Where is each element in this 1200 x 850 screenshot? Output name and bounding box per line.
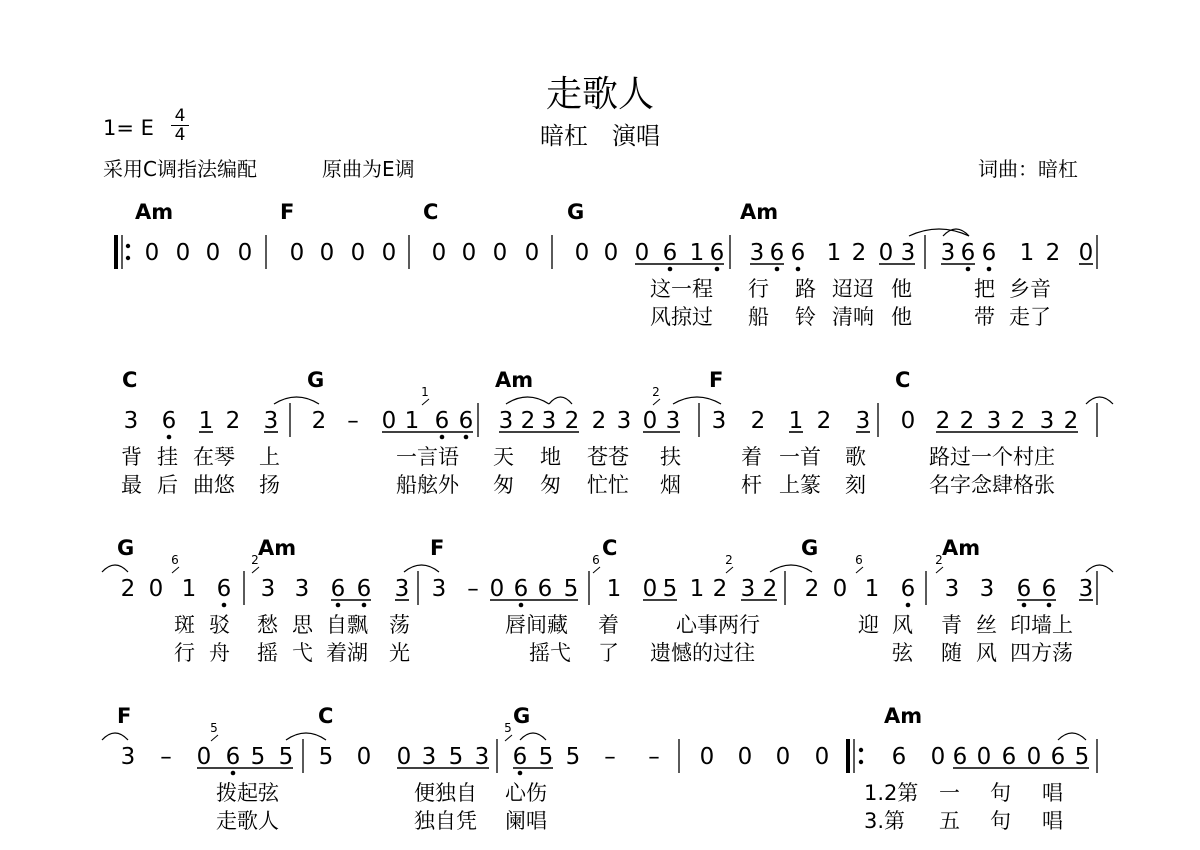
jianpu-note: 3 [711,408,727,434]
grace-note: 5 [210,721,218,735]
jianpu-note: 3 [421,744,437,770]
jianpu-note: 6 [1050,744,1066,770]
lyric-verse-1: 荡 [389,613,410,637]
jianpu-note: 2 [712,576,728,602]
low-octave-dot [167,435,172,440]
jianpu-note: 0 [603,240,619,266]
jianpu-note: 6 [225,744,241,770]
jianpu-note: 3 [740,576,756,602]
repeat-dot [859,748,863,752]
slur-tie [1086,565,1113,572]
grace-slash [856,567,863,573]
jianpu-note: 6 [891,744,907,770]
original-key-note: 原曲为E调 [322,157,415,181]
jianpu-note: 3 [616,408,632,434]
lyric-verse-2: 遗憾的过往 [650,641,755,665]
jianpu-note: 2 [750,408,766,434]
lyric-verse-1: 风 [892,613,913,637]
lyric-verse-2: 独自凭 [414,809,477,833]
lyric-verse-2: 摇 [257,641,278,665]
jianpu-note: 1 [1019,240,1035,266]
jianpu-note: – [467,576,479,602]
jianpu-note: 0 [356,744,372,770]
chord-symbol: G [801,536,819,560]
jianpu-note: 6 [513,576,529,602]
key-signature: 1= E [103,116,154,140]
chord-symbol: C [602,536,618,560]
jianpu-note: – [347,408,359,434]
repeat-dot [859,760,863,764]
slur-tie [1086,397,1113,404]
jianpu-note: 1 [181,576,197,602]
grace-slash [422,399,429,405]
jianpu-note: 3 [900,240,916,266]
grace-slash [172,567,179,573]
jianpu-note: 3 [123,408,139,434]
low-octave-dot [715,267,720,272]
lyric-verse-2: 阑唱 [505,809,547,833]
jianpu-note: 5 [1074,744,1090,770]
jianpu-note: 0 [492,240,508,266]
chord-symbol: C [318,704,334,728]
jianpu-note: 3 [120,744,136,770]
lyric-verse-1: 他 [891,277,912,301]
lyric-verse-1: 驳 [209,613,230,637]
grace-slash [252,567,259,573]
lyric-verse-1: 愁 [257,613,278,637]
lyric-verse-1: 把 [974,277,995,301]
lyric-verse-2: 唱 [1042,809,1063,833]
jianpu-note: 6 [900,576,916,602]
chord-symbol: Am [495,368,534,392]
jianpu-note: 0 [350,240,366,266]
jianpu-note: 5 [565,744,581,770]
song-title: 走歌人 [545,74,654,115]
jianpu-note: 0 [461,240,477,266]
lyric-verse-2: 光 [389,641,410,665]
chord-symbol: Am [740,200,779,224]
grace-note: 2 [652,385,660,399]
jianpu-note: 5 [250,744,266,770]
lyric-verse-1: 乡音 [1009,277,1051,301]
lyric-verse-1: 扶 [660,445,681,469]
jianpu-note: 2 [1045,240,1061,266]
slur-tie [520,733,546,740]
chord-symbol: G [307,368,325,392]
jianpu-note: 5 [318,744,334,770]
jianpu-note: 5 [448,744,464,770]
jianpu-note: 6 [356,576,372,602]
jianpu-note: 2 [804,576,820,602]
chord-symbol: Am [258,536,297,560]
jianpu-note: 0 [737,744,753,770]
jianpu-note: 6 [512,744,528,770]
slur-tie [286,733,326,740]
jianpu-note: 6 [952,744,968,770]
lyric-verse-2: 摇弋 [529,641,571,665]
jianpu-note: 1 [826,240,842,266]
lyric-verse-1: 斑 [174,613,195,637]
lyric-verse-2: 匆 [493,473,514,497]
jianpu-note: 0 [396,744,412,770]
chord-symbol: F [430,536,445,560]
time-signature-denominator: 4 [174,125,186,145]
jianpu-note: 6 [981,240,997,266]
grace-slash [653,399,660,405]
jianpu-note: 6 [769,240,785,266]
lyric-verse-1: 这一程 [650,277,713,301]
grace-slash [936,567,943,573]
lyric-verse-1: 心伤 [505,781,547,805]
lyric-verse-1: 迎 [858,613,879,637]
lyric-verse-2: 风 [976,641,997,665]
lyricist-composer-credit: 词曲：暗杠 [978,157,1078,181]
lyric-verse-2: 句 [990,809,1011,833]
low-octave-dot [906,603,911,608]
low-octave-dot [518,771,523,776]
jianpu-note: 2 [1063,408,1079,434]
jianpu-note: 2 [564,408,580,434]
lyric-verse-2: 船舷外 [396,473,459,497]
jianpu-note: 0 [699,744,715,770]
lyric-verse-1: 丝 [976,613,997,637]
jianpu-note: 5 [278,744,294,770]
grace-note: 6 [592,553,600,567]
slur-tie [404,565,439,572]
jianpu-note: 1 [689,240,705,266]
jianpu-note: 3 [855,408,871,434]
grace-slash [211,735,218,741]
low-octave-dot [519,603,524,608]
jianpu-note: 3 [431,576,447,602]
lyric-verse-2: 上篆 [779,473,821,497]
lyric-verse-1: 自飘 [326,613,368,637]
jianpu-note: 0 [237,240,253,266]
jianpu-note: 3 [665,408,681,434]
lyric-verse-2: 了 [598,641,619,665]
jianpu-note: 1 [788,408,804,434]
low-octave-dot [1047,603,1052,608]
jianpu-note: 0 [642,576,658,602]
lyric-verse-2: 五 [939,809,960,833]
jianpu-note: 2 [851,240,867,266]
jianpu-note: 0 [574,240,590,266]
jianpu-note: 3 [394,576,410,602]
jianpu-note: 0 [148,576,164,602]
jianpu-note: 3 [263,408,279,434]
jianpu-note: 0 [489,576,505,602]
lyric-verse-1: 一言语 [396,445,459,469]
chord-symbol: Am [884,704,923,728]
grace-note: 1 [421,385,429,399]
time-signature-numerator: 4 [174,106,186,126]
jianpu-note: 1 [606,576,622,602]
chord-symbol: F [117,704,132,728]
lyric-verse-2: 后 [157,473,178,497]
jianpu-note: 3 [294,576,310,602]
lyric-verse-2: 舟 [209,641,230,665]
lyric-verse-2: 扬 [259,473,280,497]
jianpu-note: 6 [330,576,346,602]
grace-slash [726,567,733,573]
lyric-verse-1: 句 [990,781,1011,805]
jianpu-note: 2 [520,408,536,434]
jianpu-note: 2 [959,408,975,434]
slur-tie [1058,733,1086,740]
grace-note: 5 [504,721,512,735]
slur-tie [274,397,319,404]
slur-tie [102,733,128,740]
low-octave-dot [1022,603,1027,608]
chord-symbol: Am [942,536,981,560]
jianpu-note: 6 [709,240,725,266]
jianpu-note: 0 [832,576,848,602]
lyric-verse-1: 1.2第 [864,781,919,805]
low-octave-dot [775,267,780,272]
jianpu-note: 2 [935,408,951,434]
chord-symbol: Am [135,200,174,224]
low-octave-dot [796,267,801,272]
jianpu-note: 6 [161,408,177,434]
jianpu-note: 6 [1041,576,1057,602]
jianpu-note: 3 [749,240,765,266]
jianpu-note: 6 [1001,744,1017,770]
jianpu-note: 6 [537,576,553,602]
slur-tie [673,397,721,404]
slur-tie [506,397,549,404]
jianpu-note: 2 [120,576,136,602]
grace-slash [593,567,600,573]
lyric-verse-1: 思 [292,613,313,637]
chord-symbol: G [513,704,531,728]
lyric-verse-1: 背 [121,445,142,469]
jianpu-note: 3 [260,576,276,602]
jianpu-note: 0 [175,240,191,266]
jianpu-note: 0 [1078,240,1094,266]
chord-symbol: C [423,200,439,224]
jianpu-note: 3 [474,744,490,770]
jianpu-note: 6 [216,576,232,602]
arrangement-note: 采用C调指法编配 [103,157,257,181]
lyric-verse-2: 船 [748,305,769,329]
lyric-verse-1: 唱 [1042,781,1063,805]
jianpu-note: 2 [591,408,607,434]
grace-slash [505,735,512,741]
jianpu-note: 6 [960,240,976,266]
lyric-verse-2: 曲悠 [193,473,235,497]
jianpu-note: 2 [1010,408,1026,434]
jianpu-note: 6 [1016,576,1032,602]
lyric-verse-1: 青 [941,613,962,637]
jianpu-note: 1 [198,408,214,434]
lyric-verse-1: 上 [259,445,280,469]
grace-note: 6 [171,553,179,567]
jianpu-note: 0 [524,240,540,266]
lyric-verse-1: 印墙上 [1010,613,1073,637]
lyric-verse-1: 在琴 [193,445,235,469]
repeat-dot [126,256,130,260]
jianpu-note: 0 [878,240,894,266]
lyric-verse-2: 刻 [845,473,866,497]
lyric-verse-2: 弋 [292,641,313,665]
lyric-verse-1: 苍苍 [587,445,629,469]
chord-symbol: F [709,368,724,392]
chord-symbol: F [280,200,295,224]
jianpu-note: 2 [762,576,778,602]
jianpu-note: 3 [979,576,995,602]
jianpu-note: 5 [563,576,579,602]
slur-tie [549,397,572,404]
lyric-verse-2: 烟 [660,473,681,497]
lyric-verse-2: 弦 [892,641,913,665]
jianpu-note: 0 [319,240,335,266]
chord-symbol: C [122,368,138,392]
jianpu-note: 0 [381,240,397,266]
grace-note: 2 [251,553,259,567]
jianpu-note: 3 [1039,408,1055,434]
jianpu-note: 6 [434,408,450,434]
jianpu-note: 2 [816,408,832,434]
slur-tie [770,565,812,572]
lyric-verse-1: 挂 [157,445,178,469]
singer-credit: 暗杠 演唱 [540,122,660,150]
grace-note: 2 [935,553,943,567]
lyric-verse-2: 四方荡 [1010,641,1073,665]
lyric-verse-2: 杆 [741,473,762,497]
lyric-verse-1: 便独自 [414,781,477,805]
lyric-verse-2: 清响 [832,305,874,329]
lyric-verse-2: 着湖 [326,641,368,665]
lyric-verse-2: 最 [121,473,142,497]
jianpu-note: – [160,744,172,770]
lyric-verse-1: 拨起弦 [216,781,279,805]
lyric-verse-2: 走歌人 [216,809,279,833]
lyric-verse-1: 一 [939,781,960,805]
lyric-verse-1: 地 [540,445,561,469]
low-octave-dot [362,603,367,608]
lyric-verse-2: 带 [974,305,995,329]
low-octave-dot [464,435,469,440]
lyric-verse-2: 忙忙 [587,473,629,497]
jianpu-note: 0 [976,744,992,770]
lyric-verse-2: 他 [891,305,912,329]
lyric-verse-1: 迢迢 [832,277,874,301]
jianpu-note: 0 [196,744,212,770]
jianpu-note: 0 [1026,744,1042,770]
jianpu-note: 1 [689,576,705,602]
jianpu-note: 1 [864,576,880,602]
lyric-verse-1: 路 [795,277,816,301]
chord-symbol: G [117,536,135,560]
jianpu-note: 0 [930,744,946,770]
jianpu-note: 6 [790,240,806,266]
lyric-verse-1: 唇间藏 [505,613,568,637]
jianpu-note: 3 [940,240,956,266]
jianpu-note: 2 [225,408,241,434]
jianpu-note: 1 [404,408,420,434]
jianpu-note: 0 [381,408,397,434]
lyric-verse-1: 路过一个村庄 [929,445,1055,469]
jianpu-note: 0 [775,744,791,770]
lyric-verse-1: 一首 [779,445,821,469]
jianpu-note: 3 [986,408,1002,434]
lyric-verse-2: 名字念肆格张 [929,473,1055,497]
lyric-verse-2: 3.第 [864,809,906,833]
jianpu-note: 6 [458,408,474,434]
lyric-verse-1: 心事两行 [676,613,760,637]
jianpu-note: 0 [642,408,658,434]
jianpu-note: 5 [538,744,554,770]
lyric-verse-1: 天 [493,445,514,469]
repeat-dot [126,244,130,248]
jianpu-note: 0 [289,240,305,266]
jianpu-note: 6 [662,240,678,266]
jianpu-note: 3 [541,408,557,434]
jianpu-note: 0 [634,240,650,266]
low-octave-dot [668,267,673,272]
low-octave-dot [440,435,445,440]
low-octave-dot [987,267,992,272]
low-octave-dot [222,603,227,608]
jianpu-note: 2 [311,408,327,434]
lyric-verse-1: 行 [748,277,769,301]
chord-symbol: G [567,200,585,224]
jianpu-note: – [604,744,616,770]
lyric-verse-1: 歌 [845,445,866,469]
jianpu-note: – [648,744,660,770]
lyric-verse-2: 走了 [1009,305,1051,329]
grace-note: 6 [855,553,863,567]
jianpu-note: 0 [814,744,830,770]
lyric-verse-2: 匆 [540,473,561,497]
jianpu-note: 3 [1078,576,1094,602]
lyric-verse-2: 行 [174,641,195,665]
jianpu-note: 0 [431,240,447,266]
lyric-verse-2: 铃 [795,305,816,329]
low-octave-dot [336,603,341,608]
jianpu-note: 0 [205,240,221,266]
lyric-verse-1: 着 [598,613,619,637]
chord-symbol: C [895,368,911,392]
jianpu-note: 0 [144,240,160,266]
lyric-verse-1: 着 [741,445,762,469]
low-octave-dot [231,771,236,776]
jianpu-note: 3 [498,408,514,434]
slur-tie [102,565,128,572]
jianpu-note: 5 [662,576,678,602]
lyric-verse-2: 随 [941,641,962,665]
lyric-verse-2: 风掠过 [650,305,713,329]
jianpu-note: 3 [944,576,960,602]
jianpu-note: 0 [900,408,916,434]
low-octave-dot [966,267,971,272]
grace-note: 2 [725,553,733,567]
